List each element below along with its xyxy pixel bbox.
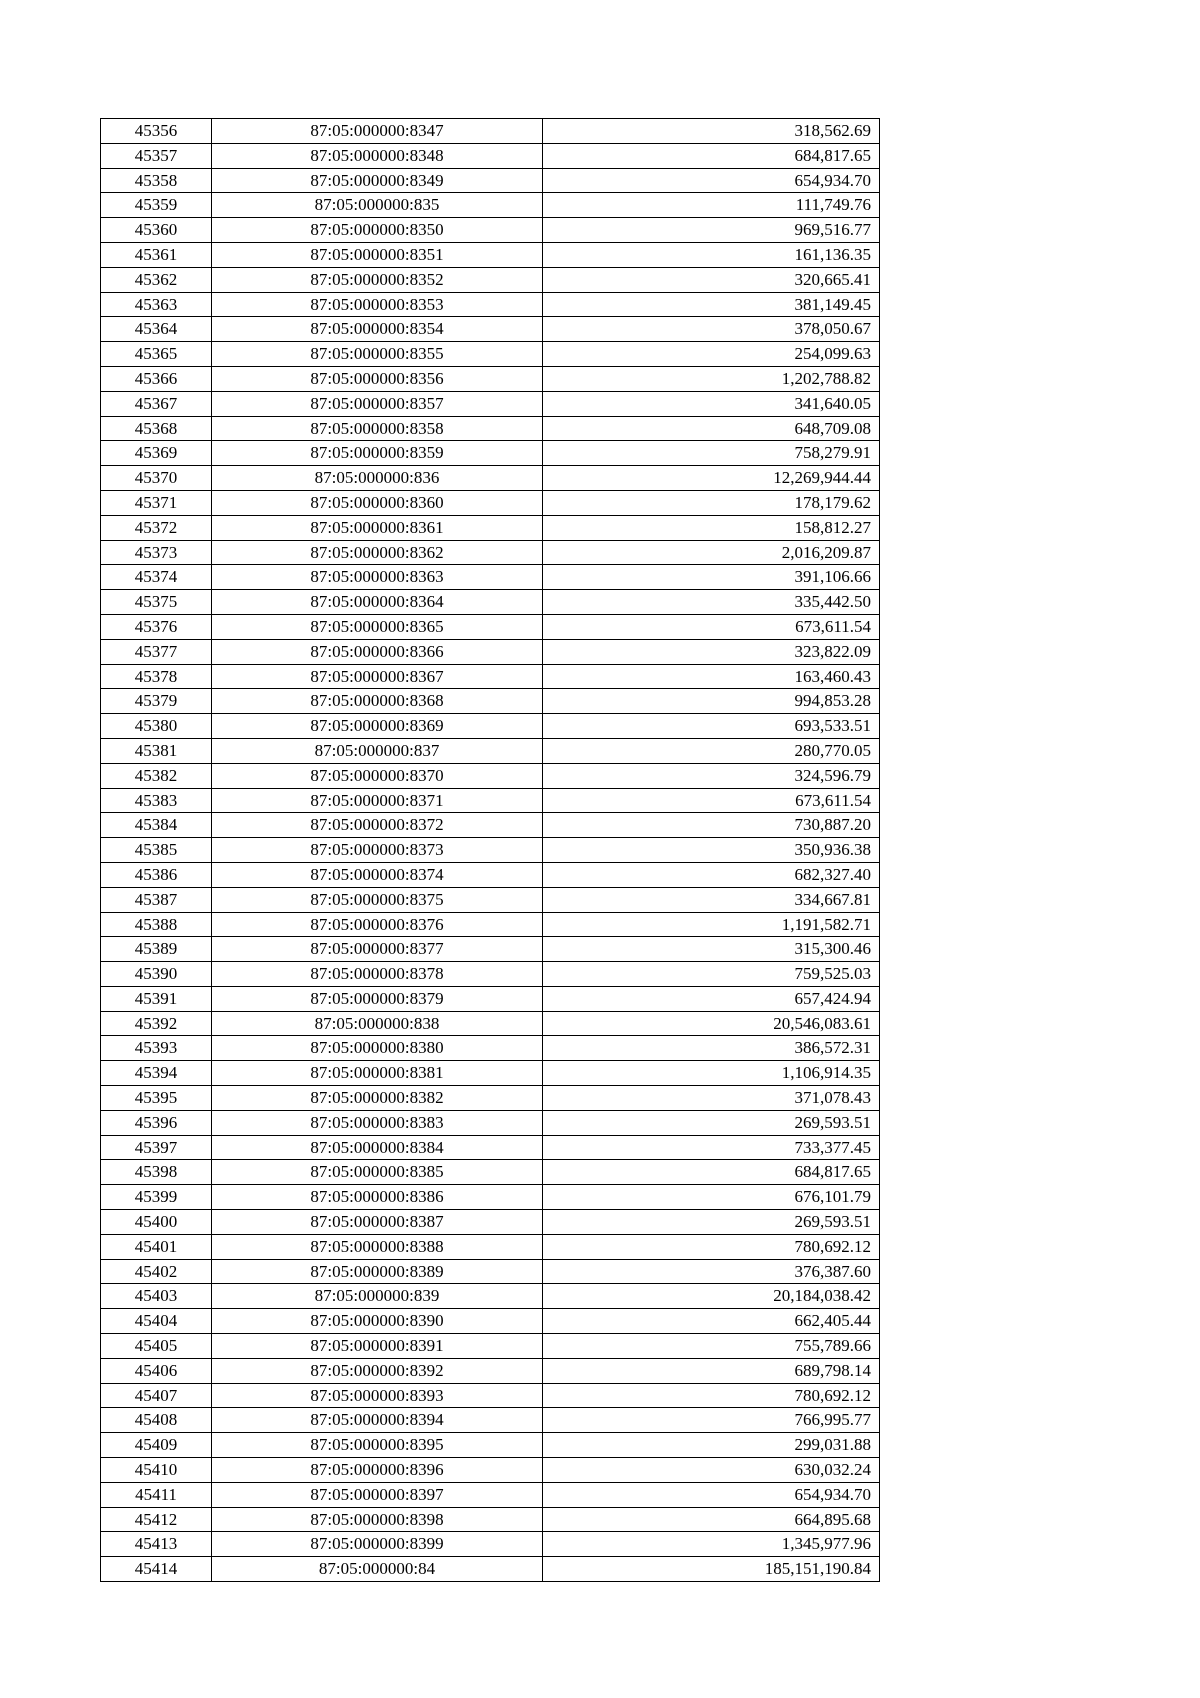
value-cell: 657,424.94 xyxy=(543,986,880,1011)
value-cell: 341,640.05 xyxy=(543,391,880,416)
value-cell: 335,442.50 xyxy=(543,590,880,615)
row-number-cell: 45409 xyxy=(101,1433,212,1458)
cadastral-number-cell: 87:05:000000:8348 xyxy=(212,143,543,168)
value-cell: 689,798.14 xyxy=(543,1358,880,1383)
table-row xyxy=(101,1383,880,1408)
cadastral-number-cell: 87:05:000000:8376 xyxy=(212,912,543,937)
row-number-cell: 45381 xyxy=(101,738,212,763)
row-number-cell: 45384 xyxy=(101,813,212,838)
value-cell: 662,405.44 xyxy=(543,1309,880,1334)
value-cell: 254,099.63 xyxy=(543,342,880,367)
table-row xyxy=(101,193,880,218)
table-row xyxy=(101,788,880,813)
cadastral-number-cell: 87:05:000000:8389 xyxy=(212,1259,543,1284)
table-row xyxy=(101,218,880,243)
cadastral-number-cell: 87:05:000000:8347 xyxy=(212,119,543,144)
table-row xyxy=(101,1259,880,1284)
value-cell: 323,822.09 xyxy=(543,639,880,664)
row-number-cell: 45388 xyxy=(101,912,212,937)
value-cell: 20,546,083.61 xyxy=(543,1011,880,1036)
value-cell: 733,377.45 xyxy=(543,1135,880,1160)
cadastral-number-cell: 87:05:000000:8368 xyxy=(212,689,543,714)
table-row xyxy=(101,1011,880,1036)
value-cell: 320,665.41 xyxy=(543,267,880,292)
row-number-cell: 45377 xyxy=(101,639,212,664)
table-row xyxy=(101,1234,880,1259)
value-cell: 684,817.65 xyxy=(543,1160,880,1185)
cadastral-number-cell: 87:05:000000:8356 xyxy=(212,366,543,391)
cadastral-number-cell: 87:05:000000:8373 xyxy=(212,838,543,863)
table-row xyxy=(101,912,880,937)
cadastral-number-cell: 87:05:000000:835 xyxy=(212,193,543,218)
table-row xyxy=(101,267,880,292)
value-cell: 654,934.70 xyxy=(543,168,880,193)
value-cell: 280,770.05 xyxy=(543,738,880,763)
cadastral-number-cell: 87:05:000000:8385 xyxy=(212,1160,543,1185)
cadastral-number-cell: 87:05:000000:8360 xyxy=(212,490,543,515)
value-cell: 693,533.51 xyxy=(543,714,880,739)
data-table xyxy=(100,118,880,1582)
value-cell: 350,936.38 xyxy=(543,838,880,863)
cadastral-number-cell: 87:05:000000:8381 xyxy=(212,1061,543,1086)
table-row xyxy=(101,1458,880,1483)
cadastral-number-cell: 87:05:000000:8392 xyxy=(212,1358,543,1383)
table-row xyxy=(101,689,880,714)
cadastral-number-cell: 87:05:000000:8365 xyxy=(212,614,543,639)
table-row xyxy=(101,515,880,540)
row-number-cell: 45379 xyxy=(101,689,212,714)
row-number-cell: 45406 xyxy=(101,1358,212,1383)
cadastral-number-cell: 87:05:000000:8398 xyxy=(212,1507,543,1532)
table-row xyxy=(101,1334,880,1359)
cadastral-number-cell: 87:05:000000:8364 xyxy=(212,590,543,615)
value-cell: 391,106.66 xyxy=(543,565,880,590)
value-cell: 386,572.31 xyxy=(543,1036,880,1061)
table-row xyxy=(101,639,880,664)
table-row xyxy=(101,1110,880,1135)
value-cell: 1,345,977.96 xyxy=(543,1532,880,1557)
row-number-cell: 45392 xyxy=(101,1011,212,1036)
value-cell: 755,789.66 xyxy=(543,1334,880,1359)
value-cell: 664,895.68 xyxy=(543,1507,880,1532)
table-row xyxy=(101,962,880,987)
row-number-cell: 45400 xyxy=(101,1210,212,1235)
value-cell: 2,016,209.87 xyxy=(543,540,880,565)
table-row xyxy=(101,590,880,615)
cadastral-number-cell: 87:05:000000:8357 xyxy=(212,391,543,416)
row-number-cell: 45356 xyxy=(101,119,212,144)
table-row xyxy=(101,292,880,317)
row-number-cell: 45359 xyxy=(101,193,212,218)
value-cell: 163,460.43 xyxy=(543,664,880,689)
value-cell: 111,749.76 xyxy=(543,193,880,218)
table-row xyxy=(101,366,880,391)
table-row xyxy=(101,1482,880,1507)
table-row xyxy=(101,1185,880,1210)
table-row xyxy=(101,838,880,863)
table-row xyxy=(101,887,880,912)
cadastral-number-cell: 87:05:000000:8349 xyxy=(212,168,543,193)
row-number-cell: 45372 xyxy=(101,515,212,540)
cadastral-number-cell: 87:05:000000:8361 xyxy=(212,515,543,540)
cadastral-number-cell: 87:05:000000:8383 xyxy=(212,1110,543,1135)
cadastral-number-cell: 87:05:000000:8396 xyxy=(212,1458,543,1483)
value-cell: 334,667.81 xyxy=(543,887,880,912)
table-row xyxy=(101,1532,880,1557)
cadastral-number-cell: 87:05:000000:8386 xyxy=(212,1185,543,1210)
table-row xyxy=(101,1358,880,1383)
cadastral-number-cell: 87:05:000000:836 xyxy=(212,466,543,491)
table-row xyxy=(101,1210,880,1235)
table-row xyxy=(101,1284,880,1309)
value-cell: 682,327.40 xyxy=(543,862,880,887)
row-number-cell: 45414 xyxy=(101,1557,212,1582)
table-row xyxy=(101,937,880,962)
cadastral-number-cell: 87:05:000000:8371 xyxy=(212,788,543,813)
cadastral-number-cell: 87:05:000000:8351 xyxy=(212,242,543,267)
table-row xyxy=(101,1557,880,1582)
row-number-cell: 45358 xyxy=(101,168,212,193)
cadastral-number-cell: 87:05:000000:839 xyxy=(212,1284,543,1309)
cadastral-number-cell: 87:05:000000:8379 xyxy=(212,986,543,1011)
value-cell: 378,050.67 xyxy=(543,317,880,342)
row-number-cell: 45380 xyxy=(101,714,212,739)
value-cell: 759,525.03 xyxy=(543,962,880,987)
row-number-cell: 45395 xyxy=(101,1086,212,1111)
table-row xyxy=(101,119,880,144)
value-cell: 673,611.54 xyxy=(543,614,880,639)
cadastral-number-cell: 87:05:000000:8354 xyxy=(212,317,543,342)
row-number-cell: 45387 xyxy=(101,887,212,912)
table-row xyxy=(101,1309,880,1334)
table-row xyxy=(101,143,880,168)
cadastral-number-cell: 87:05:000000:8387 xyxy=(212,1210,543,1235)
table-row xyxy=(101,1433,880,1458)
cadastral-number-cell: 87:05:000000:8372 xyxy=(212,813,543,838)
row-number-cell: 45393 xyxy=(101,1036,212,1061)
value-cell: 780,692.12 xyxy=(543,1383,880,1408)
row-number-cell: 45399 xyxy=(101,1185,212,1210)
row-number-cell: 45382 xyxy=(101,763,212,788)
row-number-cell: 45398 xyxy=(101,1160,212,1185)
value-cell: 654,934.70 xyxy=(543,1482,880,1507)
table-row xyxy=(101,813,880,838)
table-row xyxy=(101,466,880,491)
table-row xyxy=(101,1036,880,1061)
value-cell: 994,853.28 xyxy=(543,689,880,714)
cadastral-number-cell: 87:05:000000:8362 xyxy=(212,540,543,565)
cadastral-number-cell: 87:05:000000:8378 xyxy=(212,962,543,987)
cadastral-number-cell: 87:05:000000:8382 xyxy=(212,1086,543,1111)
row-number-cell: 45411 xyxy=(101,1482,212,1507)
value-cell: 12,269,944.44 xyxy=(543,466,880,491)
value-cell: 766,995.77 xyxy=(543,1408,880,1433)
row-number-cell: 45368 xyxy=(101,416,212,441)
table-body xyxy=(101,119,880,1582)
row-number-cell: 45363 xyxy=(101,292,212,317)
cadastral-number-cell: 87:05:000000:8370 xyxy=(212,763,543,788)
cadastral-number-cell: 87:05:000000:8375 xyxy=(212,887,543,912)
table-row xyxy=(101,1061,880,1086)
cadastral-number-cell: 87:05:000000:8377 xyxy=(212,937,543,962)
value-cell: 324,596.79 xyxy=(543,763,880,788)
row-number-cell: 45391 xyxy=(101,986,212,1011)
table-row xyxy=(101,664,880,689)
cadastral-number-cell: 87:05:000000:8391 xyxy=(212,1334,543,1359)
value-cell: 730,887.20 xyxy=(543,813,880,838)
row-number-cell: 45367 xyxy=(101,391,212,416)
cadastral-number-cell: 87:05:000000:8399 xyxy=(212,1532,543,1557)
table-row xyxy=(101,391,880,416)
value-cell: 299,031.88 xyxy=(543,1433,880,1458)
value-cell: 158,812.27 xyxy=(543,515,880,540)
row-number-cell: 45405 xyxy=(101,1334,212,1359)
row-number-cell: 45402 xyxy=(101,1259,212,1284)
cadastral-number-cell: 87:05:000000:8353 xyxy=(212,292,543,317)
row-number-cell: 45376 xyxy=(101,614,212,639)
cadastral-number-cell: 87:05:000000:8395 xyxy=(212,1433,543,1458)
row-number-cell: 45364 xyxy=(101,317,212,342)
cadastral-number-cell: 87:05:000000:8367 xyxy=(212,664,543,689)
table-row xyxy=(101,1160,880,1185)
value-cell: 269,593.51 xyxy=(543,1210,880,1235)
table-row xyxy=(101,342,880,367)
cadastral-number-cell: 87:05:000000:8393 xyxy=(212,1383,543,1408)
table-row xyxy=(101,416,880,441)
value-cell: 161,136.35 xyxy=(543,242,880,267)
row-number-cell: 45390 xyxy=(101,962,212,987)
table-row xyxy=(101,1086,880,1111)
table-row xyxy=(101,540,880,565)
cadastral-number-cell: 87:05:000000:8388 xyxy=(212,1234,543,1259)
cadastral-number-cell: 87:05:000000:8369 xyxy=(212,714,543,739)
row-number-cell: 45373 xyxy=(101,540,212,565)
row-number-cell: 45374 xyxy=(101,565,212,590)
cadastral-number-cell: 87:05:000000:838 xyxy=(212,1011,543,1036)
value-cell: 381,149.45 xyxy=(543,292,880,317)
row-number-cell: 45413 xyxy=(101,1532,212,1557)
row-number-cell: 45404 xyxy=(101,1309,212,1334)
row-number-cell: 45365 xyxy=(101,342,212,367)
row-number-cell: 45407 xyxy=(101,1383,212,1408)
value-cell: 648,709.08 xyxy=(543,416,880,441)
cadastral-number-cell: 87:05:000000:8358 xyxy=(212,416,543,441)
cadastral-number-cell: 87:05:000000:8355 xyxy=(212,342,543,367)
table-row xyxy=(101,986,880,1011)
row-number-cell: 45362 xyxy=(101,267,212,292)
table-row xyxy=(101,168,880,193)
value-cell: 758,279.91 xyxy=(543,441,880,466)
cadastral-number-cell: 87:05:000000:8359 xyxy=(212,441,543,466)
value-cell: 673,611.54 xyxy=(543,788,880,813)
value-cell: 178,179.62 xyxy=(543,490,880,515)
value-cell: 20,184,038.42 xyxy=(543,1284,880,1309)
cadastral-number-cell: 87:05:000000:84 xyxy=(212,1557,543,1582)
value-cell: 684,817.65 xyxy=(543,143,880,168)
cadastral-number-cell: 87:05:000000:8394 xyxy=(212,1408,543,1433)
cadastral-number-cell: 87:05:000000:8363 xyxy=(212,565,543,590)
cadastral-number-cell: 87:05:000000:8352 xyxy=(212,267,543,292)
row-number-cell: 45410 xyxy=(101,1458,212,1483)
row-number-cell: 45401 xyxy=(101,1234,212,1259)
row-number-cell: 45394 xyxy=(101,1061,212,1086)
value-cell: 315,300.46 xyxy=(543,937,880,962)
value-cell: 269,593.51 xyxy=(543,1110,880,1135)
row-number-cell: 45370 xyxy=(101,466,212,491)
row-number-cell: 45386 xyxy=(101,862,212,887)
cadastral-number-cell: 87:05:000000:8384 xyxy=(212,1135,543,1160)
cadastral-number-cell: 87:05:000000:837 xyxy=(212,738,543,763)
row-number-cell: 45396 xyxy=(101,1110,212,1135)
value-cell: 630,032.24 xyxy=(543,1458,880,1483)
table-row xyxy=(101,763,880,788)
table-row xyxy=(101,565,880,590)
value-cell: 1,106,914.35 xyxy=(543,1061,880,1086)
cadastral-number-cell: 87:05:000000:8380 xyxy=(212,1036,543,1061)
value-cell: 780,692.12 xyxy=(543,1234,880,1259)
value-cell: 1,202,788.82 xyxy=(543,366,880,391)
table-row xyxy=(101,490,880,515)
value-cell: 371,078.43 xyxy=(543,1086,880,1111)
row-number-cell: 45397 xyxy=(101,1135,212,1160)
row-number-cell: 45412 xyxy=(101,1507,212,1532)
value-cell: 185,151,190.84 xyxy=(543,1557,880,1582)
row-number-cell: 45385 xyxy=(101,838,212,863)
row-number-cell: 45389 xyxy=(101,937,212,962)
value-cell: 969,516.77 xyxy=(543,218,880,243)
table-row xyxy=(101,441,880,466)
row-number-cell: 45361 xyxy=(101,242,212,267)
value-cell: 376,387.60 xyxy=(543,1259,880,1284)
row-number-cell: 45375 xyxy=(101,590,212,615)
table-row xyxy=(101,242,880,267)
table-row xyxy=(101,317,880,342)
cadastral-number-cell: 87:05:000000:8397 xyxy=(212,1482,543,1507)
cadastral-number-cell: 87:05:000000:8390 xyxy=(212,1309,543,1334)
table-row xyxy=(101,1507,880,1532)
row-number-cell: 45378 xyxy=(101,664,212,689)
row-number-cell: 45366 xyxy=(101,366,212,391)
value-cell: 676,101.79 xyxy=(543,1185,880,1210)
cadastral-number-cell: 87:05:000000:8366 xyxy=(212,639,543,664)
table-row xyxy=(101,862,880,887)
row-number-cell: 45408 xyxy=(101,1408,212,1433)
table-row xyxy=(101,1408,880,1433)
cadastral-number-cell: 87:05:000000:8350 xyxy=(212,218,543,243)
table-row xyxy=(101,738,880,763)
value-cell: 1,191,582.71 xyxy=(543,912,880,937)
table-row xyxy=(101,1135,880,1160)
row-number-cell: 45357 xyxy=(101,143,212,168)
row-number-cell: 45403 xyxy=(101,1284,212,1309)
row-number-cell: 45369 xyxy=(101,441,212,466)
table-row xyxy=(101,614,880,639)
table-row xyxy=(101,714,880,739)
value-cell: 318,562.69 xyxy=(543,119,880,144)
row-number-cell: 45371 xyxy=(101,490,212,515)
cadastral-number-cell: 87:05:000000:8374 xyxy=(212,862,543,887)
row-number-cell: 45383 xyxy=(101,788,212,813)
row-number-cell: 45360 xyxy=(101,218,212,243)
